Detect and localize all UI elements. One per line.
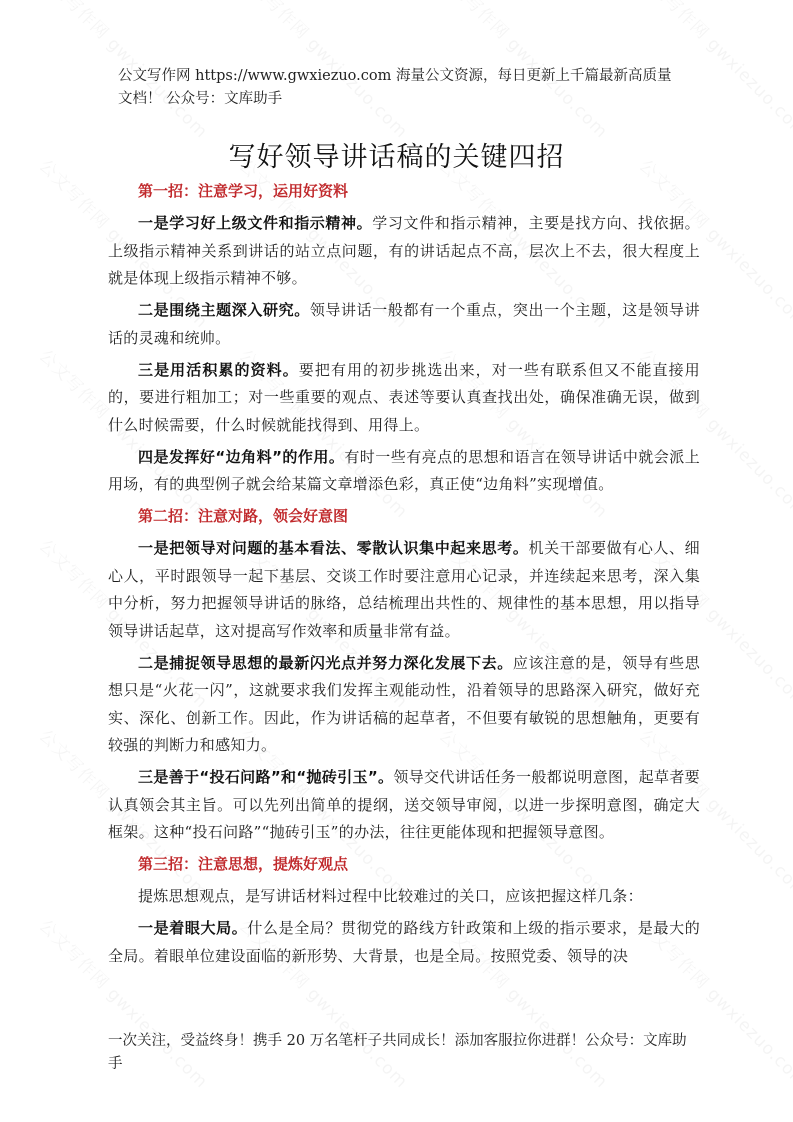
paragraph xyxy=(108,764,700,847)
paragraph-body: 学习文件和指示精神，主要是找方向、找依据。上级指示精神关系到讲话的站立点问题，有的讲话起点不高，层次上不去，很大程度上就是体现上级指示精神不够。 xyxy=(108,214,700,287)
section-heading-2: 第二招：注意对路，领会好意图 xyxy=(138,507,349,525)
paragraph-body: 有时一些有亮点的思想和语言在领导讲话中就会派上用场，有的典型例子就会给某篇文章增添色彩，真正使“边角料”实现增值。 xyxy=(108,447,701,493)
section-heading-3: 第三招：注意思想，提炼好观点 xyxy=(138,855,349,873)
paragraph xyxy=(108,210,700,293)
paragraph-lead: 三是用活积累的资料。 xyxy=(138,360,299,379)
page-footer: 一次关注，受益终身！携手 20 万名笔杆子共同成长！添加客服拉你进群！公众号：文库助手 xyxy=(108,1033,687,1072)
paragraph-lead: 一是着眼大局。 xyxy=(138,919,248,937)
paragraph-lead: 二是围绕主题深入研究。 xyxy=(138,301,310,319)
paragraph-lead: 一是把领导对问题的基本看法、零散认识集中起来思考。 xyxy=(138,539,529,557)
paragraph-lead: 三是善于“投石问路”和“抛砖引玉”。 xyxy=(138,768,394,786)
document-body xyxy=(108,178,700,970)
paragraph xyxy=(108,883,700,911)
paragraph-body: 领导讲话一般都有一个重点，突出一个主题，这是领导讲话的灵魂和统帅。 xyxy=(108,301,700,347)
document-title: 写好领导讲话稿的关键四招 xyxy=(228,142,565,173)
paragraph xyxy=(108,650,700,760)
paragraph xyxy=(108,915,700,970)
paragraph-body: 机关干部要做有心人、细心人，平时跟领导一起下基层、交谈工作时要注意用心记录，并连续起来思考，深入集中分析，努力把握领导讲话的脉络，总结梳理出共性的、规律性的基本思想，用以指导领导讲话起草，这对提高写作效率和质量非常有益。 xyxy=(108,539,700,640)
paragraph-body: 什么是全局？贯彻党的路线方针政策和上级的指示要求，是最大的全局。着眼单位建设面临的新形势、大背景，也是全局。按照党委、领导的决 xyxy=(108,919,700,965)
paragraph xyxy=(108,357,700,440)
page-header: 公文写作网 https://www.gwxiezuo.com 海量公文资源，每日更新上千篇最新高质量文档！ 公众号：文库助手 xyxy=(118,68,672,107)
paragraph xyxy=(108,444,700,499)
paragraph-body: 领导交代讲话任务一般都说明意图，起草者要认真领会其主旨。可以先列出简单的提纲，送交领导审阅，以进一步探明意图，确定大框架。这种“投石问路”“抛砖引玉”的办法，往往更能体现和把握领导意图。 xyxy=(108,768,700,841)
paragraph-lead: 二是捕捉领导思想的最新闪光点并努力深化发展下去。 xyxy=(138,653,513,672)
paragraph-body: 应该注意的是，领导有些思想只是“火花一闪”，这就要求我们发挥主观能动性，沿着领导的思路深入研究，做好充实、深化、创新工作。因此，作为讲话稿的起草者，不但要有敏锐的思想触角，更要有较强的判断力和感知力。 xyxy=(108,653,700,754)
paragraph-body: 提炼思想观点，是写讲话材料过程中比较难过的关口，应该把握这样几条： xyxy=(138,887,643,905)
paragraph-lead: 一是学习好上级文件和指示精神。 xyxy=(138,214,373,232)
paragraph xyxy=(108,535,700,645)
paragraph xyxy=(108,297,700,352)
paragraph-lead: 四是发挥好“边角料”的作用。 xyxy=(138,447,345,466)
section-heading-1: 第一招：注意学习，运用好资料 xyxy=(138,182,349,200)
paragraph-body: 要把有用的初步挑选出来，对一些有联系但又不能直接用的，要进行粗加工；对一些重要的观点、表述等要认真查找出处，确保准确无误，做到什么时候需要，什么时候就能找得到、用得上。 xyxy=(108,360,700,434)
